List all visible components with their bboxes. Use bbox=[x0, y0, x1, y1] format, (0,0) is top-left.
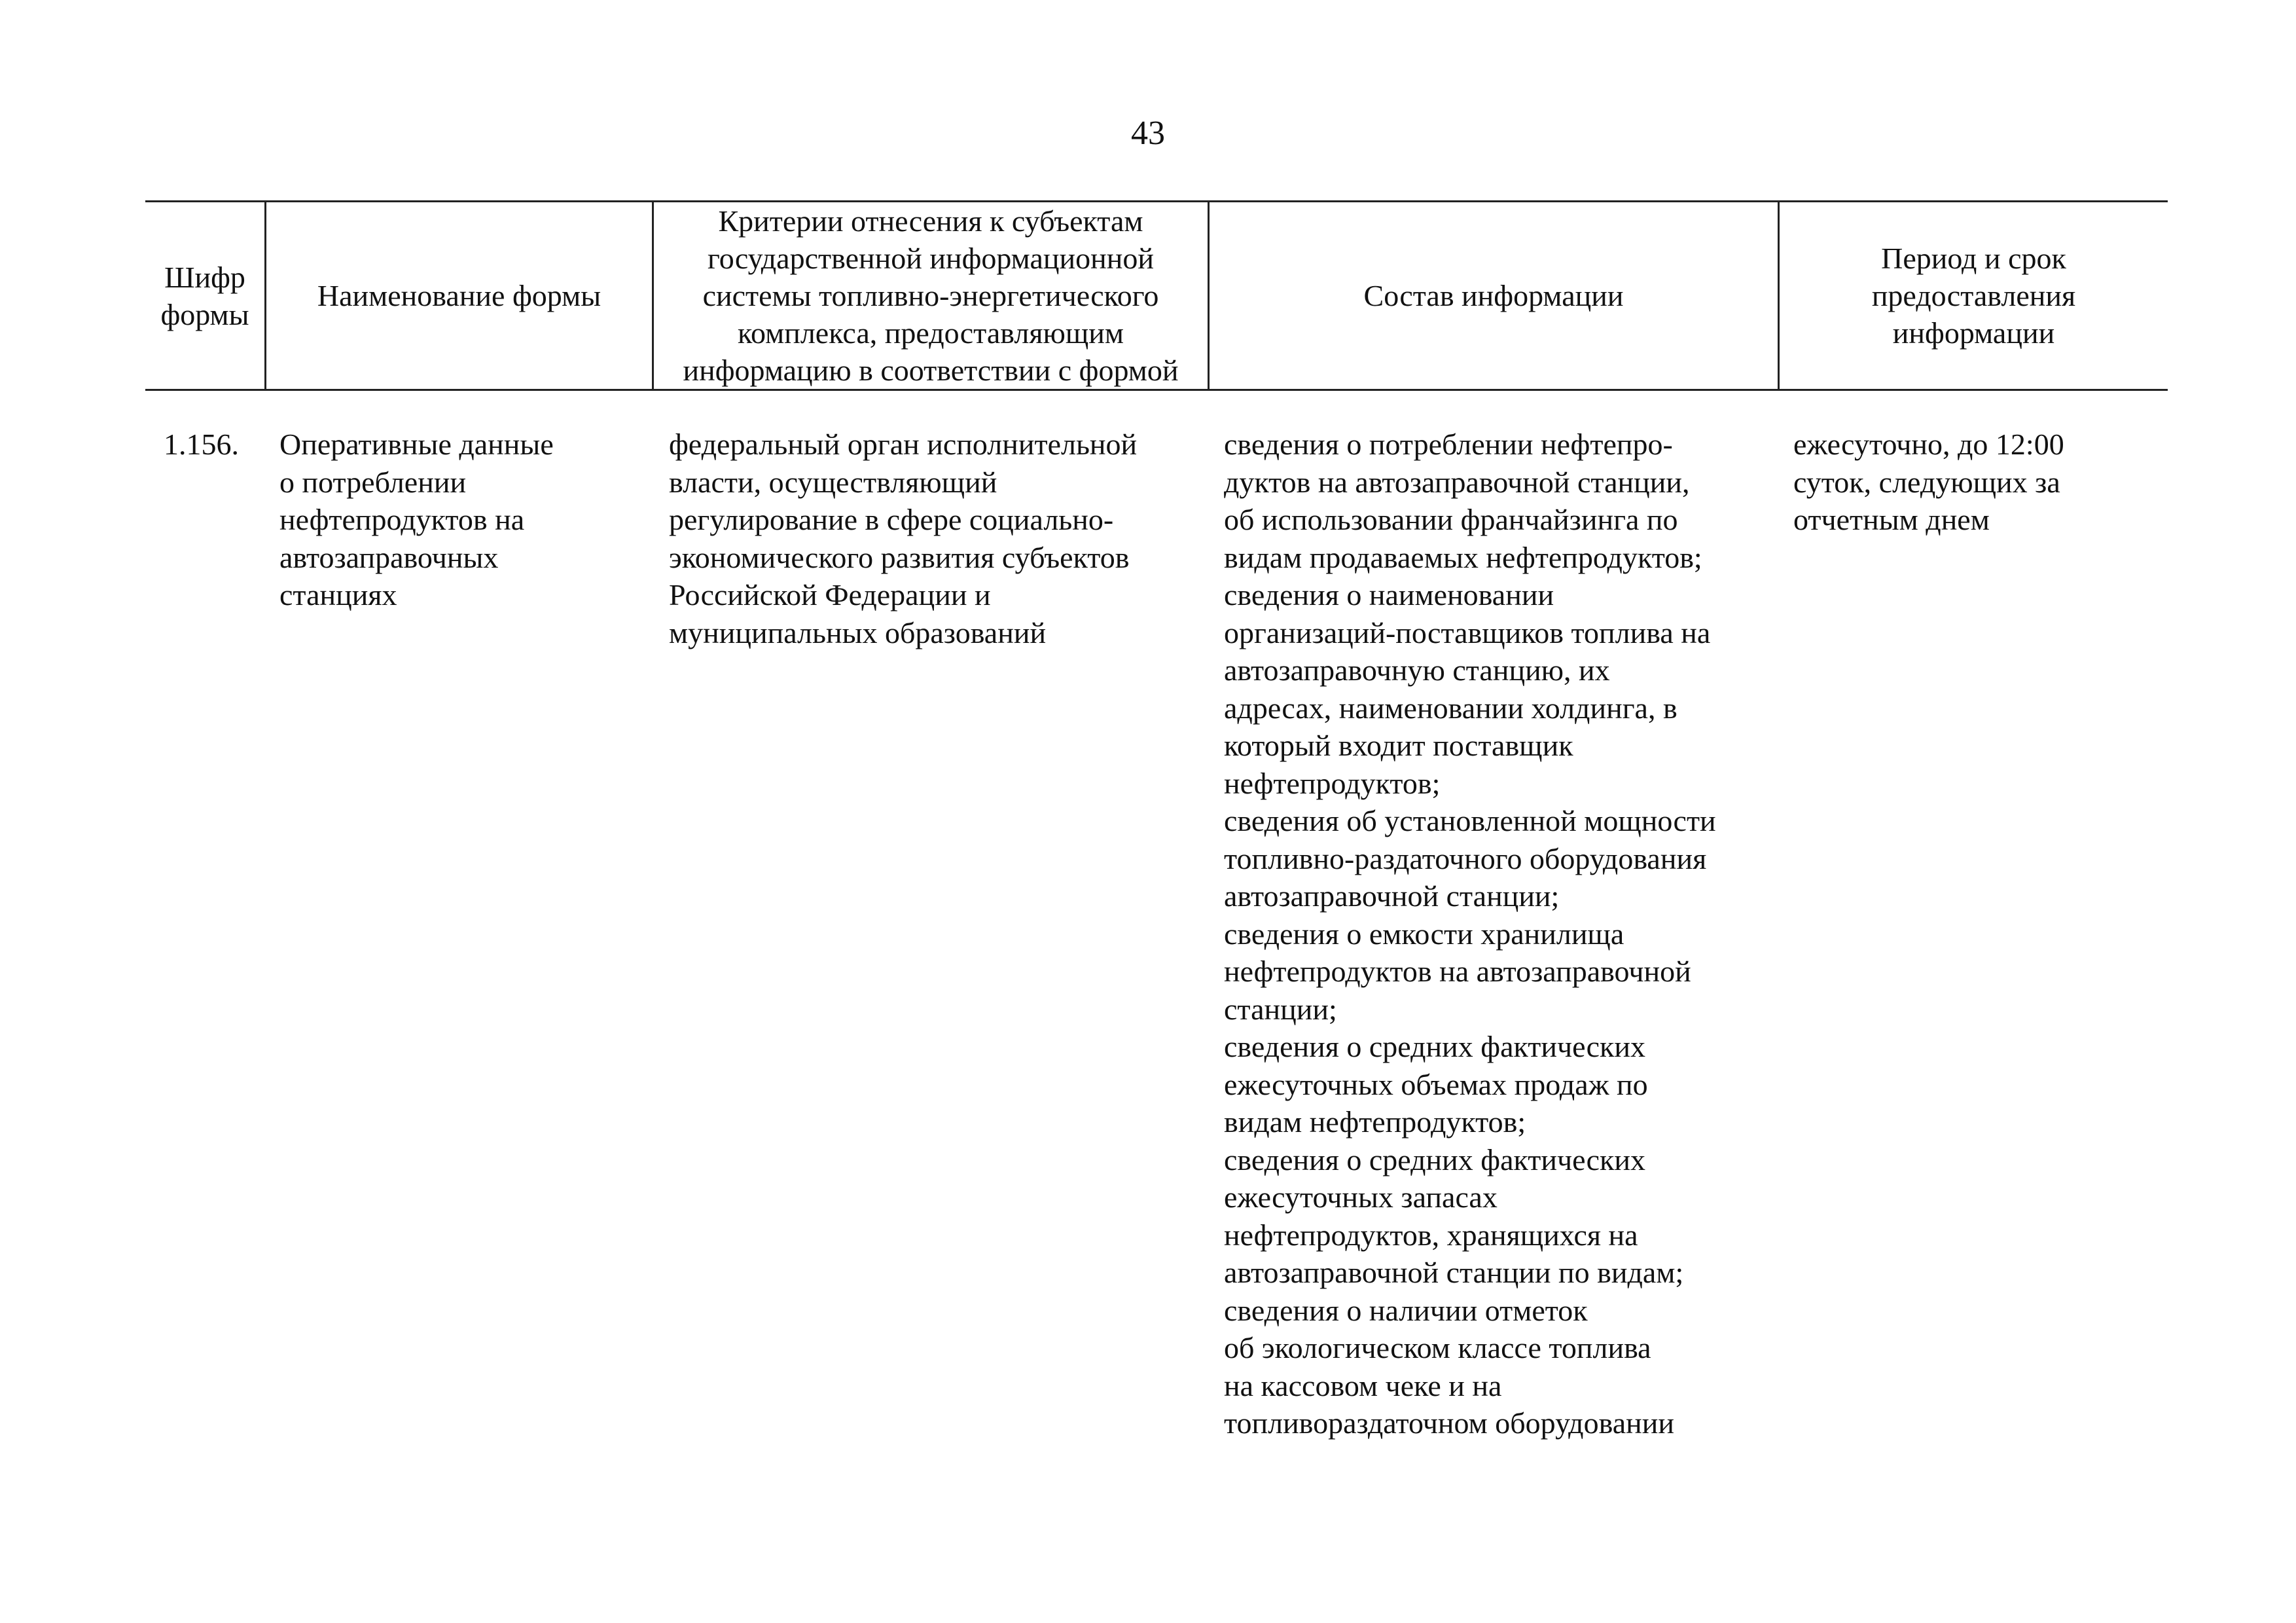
row-period: ежесуточно, до 12:00 суток, следующих за отчетным днем bbox=[1793, 428, 2064, 536]
header-label: Наименование формы bbox=[317, 279, 601, 312]
header-label: Критерии отнесения к субъектам государственной информационной системы топливно-энергетического комплекса, предоставляющим информацию в соответствии с формой bbox=[683, 204, 1179, 387]
row-form-name: Оперативные данные о потреблении нефтепродуктов на автозаправочных станциях bbox=[279, 428, 554, 611]
row-composition: сведения о потреблении нефтепро- дуктов на автозаправочной станции, об использовании франчайзинга по видам продаваемых нефтепродуктов; сведения о наименовании организаций-поставщиков топлива на автозаправочную станцию, их адресах, наименовании холдинга, в который входит поставщик нефтепродуктов; сведения об установленной мощности топливно-раздаточного оборудования автозаправочной станции; сведения о емкости хранилища нефтепродуктов на автозаправочной станции; сведения о средних фактических ежесуточных объемах продаж по видам нефтепродуктов; сведения о средних фактических ежесуточных запасах нефтепродуктов, хранящихся на автозаправочной станции по видам; сведения о наличии отметок об экологическом классе топлива на кассовом чеке и на топливораздаточном оборудовании bbox=[1224, 428, 1716, 1440]
table-header-bottom-rule bbox=[145, 389, 2168, 391]
header-cell-code bbox=[145, 202, 264, 389]
header-cell-criteria bbox=[654, 202, 1208, 389]
row-criteria: федеральный орган исполнительной власти, осуществляющий регулирование в сфере социально- экономического развития субъектов Российской Федерации и муниципальных образований bbox=[669, 428, 1138, 649]
header-cell-name bbox=[266, 202, 652, 389]
header-label: Период и срок предоставления информации bbox=[1871, 242, 2076, 350]
header-cell-period bbox=[1780, 202, 2168, 389]
row-code: 1.156. bbox=[164, 428, 239, 461]
header-cell-composition bbox=[1210, 202, 1778, 389]
header-label: Состав информации bbox=[1363, 279, 1624, 312]
page-number: 43 bbox=[1131, 115, 1165, 152]
header-label: Шифр формы bbox=[160, 260, 249, 331]
